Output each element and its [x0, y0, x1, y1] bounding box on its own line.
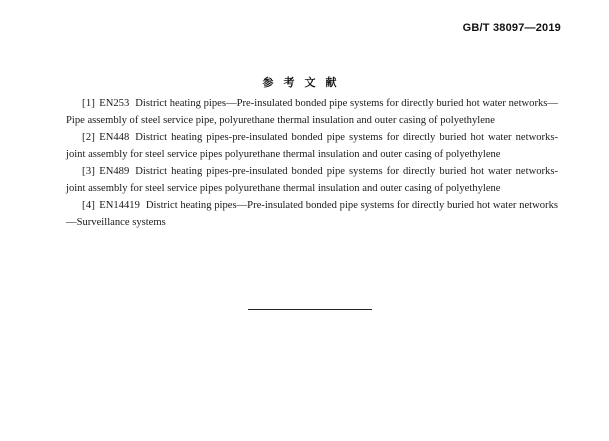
- end-rule-divider: [248, 309, 372, 310]
- reference-number: [3]: [82, 166, 96, 177]
- reference-text: District heating pipes—Pre-insulated bonded pipe systems for directly buried hot water networks—Surveillance systems: [66, 200, 558, 228]
- reference-list: [66, 96, 558, 232]
- reference-code: EN489: [99, 166, 130, 177]
- reference-text: District heating pipes—Pre-insulated bonded pipe systems for directly buried hot water networks—Pipe assembly of steel service pipe, polyurethane thermal insulation and outer casing of polyethylene: [66, 98, 558, 126]
- reference-code: EN14419: [99, 200, 140, 211]
- reference-text: District heating pipes-pre-insulated bonded pipe systems for directly buried hot water networks-joint assembly for steel service pipes polyurethane thermal insulation and outer casing of polyethylene: [66, 166, 558, 194]
- reference-item: [66, 198, 558, 231]
- reference-code: EN253: [99, 98, 130, 109]
- reference-item: [66, 96, 558, 129]
- reference-number: [4]: [82, 200, 96, 211]
- reference-item: [66, 130, 558, 163]
- standard-code: GB/T 38097—2019: [462, 22, 561, 34]
- reference-item: [66, 164, 558, 197]
- references-heading: 参考文献: [262, 76, 347, 89]
- reference-text: District heating pipes-pre-insulated bonded pipe systems for directly buried hot water networks-joint assembly for steel service pipes polyurethane thermal insulation and outer casing of polyethylene: [66, 132, 558, 160]
- reference-number: [1]: [82, 98, 96, 109]
- reference-number: [2]: [82, 132, 96, 143]
- reference-code: EN448: [99, 132, 130, 143]
